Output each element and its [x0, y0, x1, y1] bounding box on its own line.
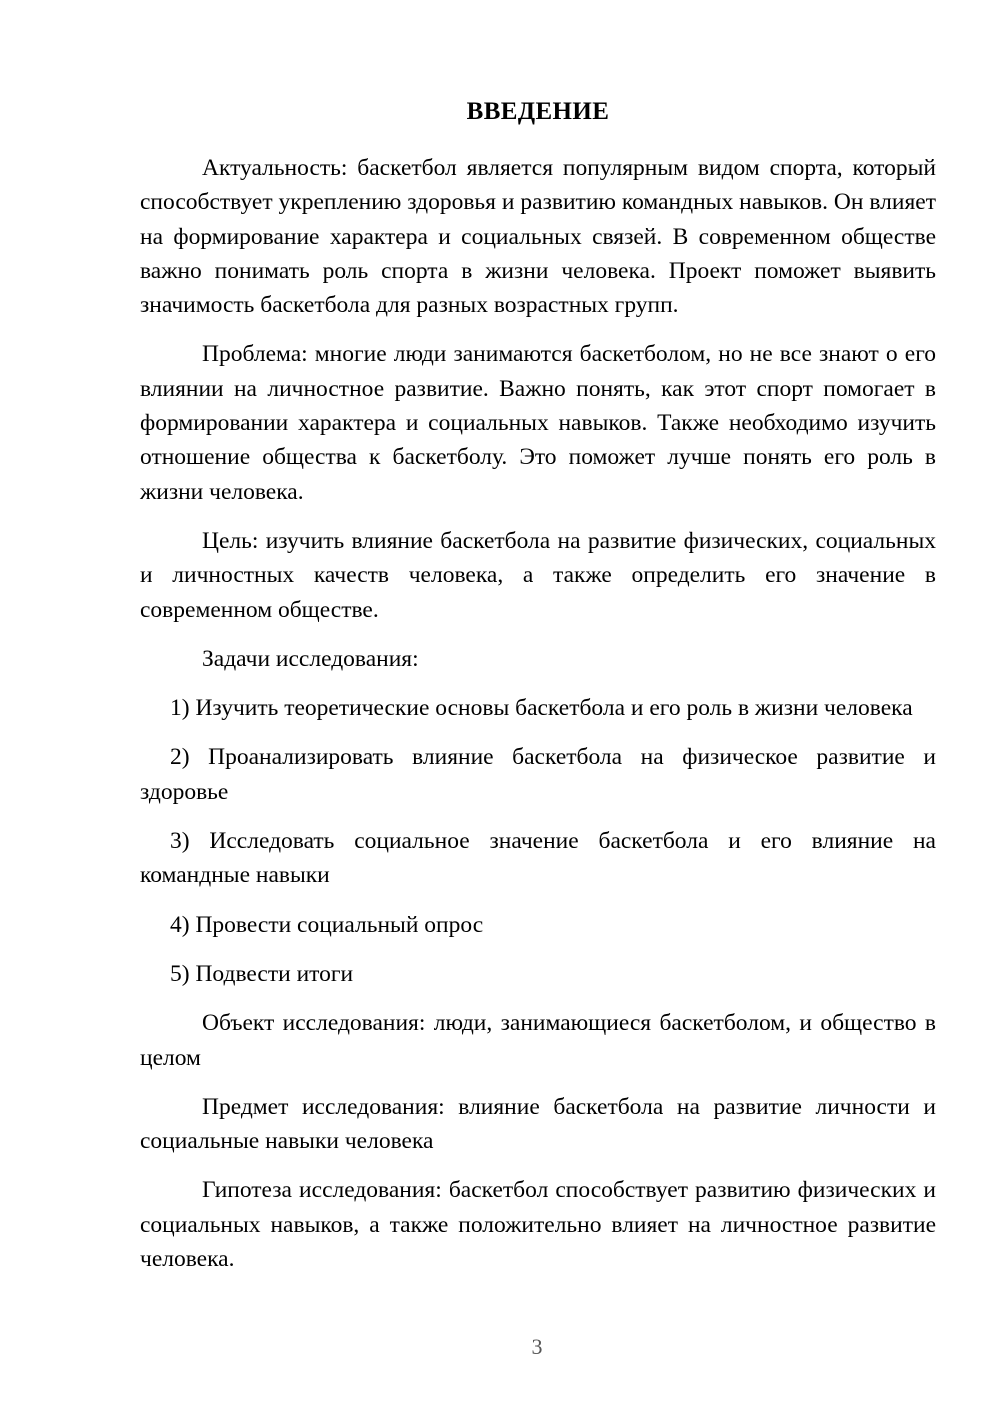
paragraph-relevance: Актуальность: баскетбол является популярным видом спорта, который способствует укреплению здоровья и развитию командных навыков. Он влияет на формирование характера и социальных связей. В современном обществе важно понимать роль спорта в жизни человека. Проект поможет выявить значимость баскетбола для разных возрастных групп.	[140, 155, 936, 319]
paragraph-object: Объект исследования: люди, занимающиеся баскетболом, и общество в целом	[140, 1010, 936, 1071]
paragraph-goal: Цель: изучить влияние баскетбола на развитие физических, социальных и личностных качеств человека, а также определить его значение в современном обществе.	[140, 527, 936, 623]
tasks-heading: Задачи исследования:	[202, 645, 419, 672]
list-item: 2) Проанализировать влияние баскетбола на физическое развитие и здоровье	[140, 744, 936, 805]
page-number	[0, 1332, 1000, 1362]
page-title: ВВЕДЕНИЕ	[466, 98, 610, 125]
list-item: 3) Исследовать социальное значение баскетбола и его влияние на командные навыки	[140, 828, 936, 889]
list-item: 1) Изучить теоретические основы баскетбола и его роль в жизни человека	[170, 695, 913, 722]
document-body	[140, 0, 936, 1276]
list-item: 5) Подвести итоги	[170, 960, 354, 987]
paragraph-hypothesis: Гипотеза исследования: баскетбол способствует развитию физических и социальных навыков, а также положительно влияет на личностное развитие человека.	[140, 1177, 936, 1273]
list-item: 4) Провести социальный опрос	[170, 911, 484, 938]
paragraph-problem: Проблема: многие люди занимаются баскетболом, но не все знают о его влиянии на личностное развитие. Важно понять, как этот спорт помогает в формировании характера и социальных навыков. Также необходимо изучить отношение общества к баскетболу. Это поможет лучше понять его роль в жизни человека.	[140, 341, 936, 505]
page-number-value: 3	[531, 1334, 543, 1359]
paragraph-subject: Предмет исследования: влияние баскетбола на развитие личности и социальные навыки человека	[140, 1093, 936, 1155]
